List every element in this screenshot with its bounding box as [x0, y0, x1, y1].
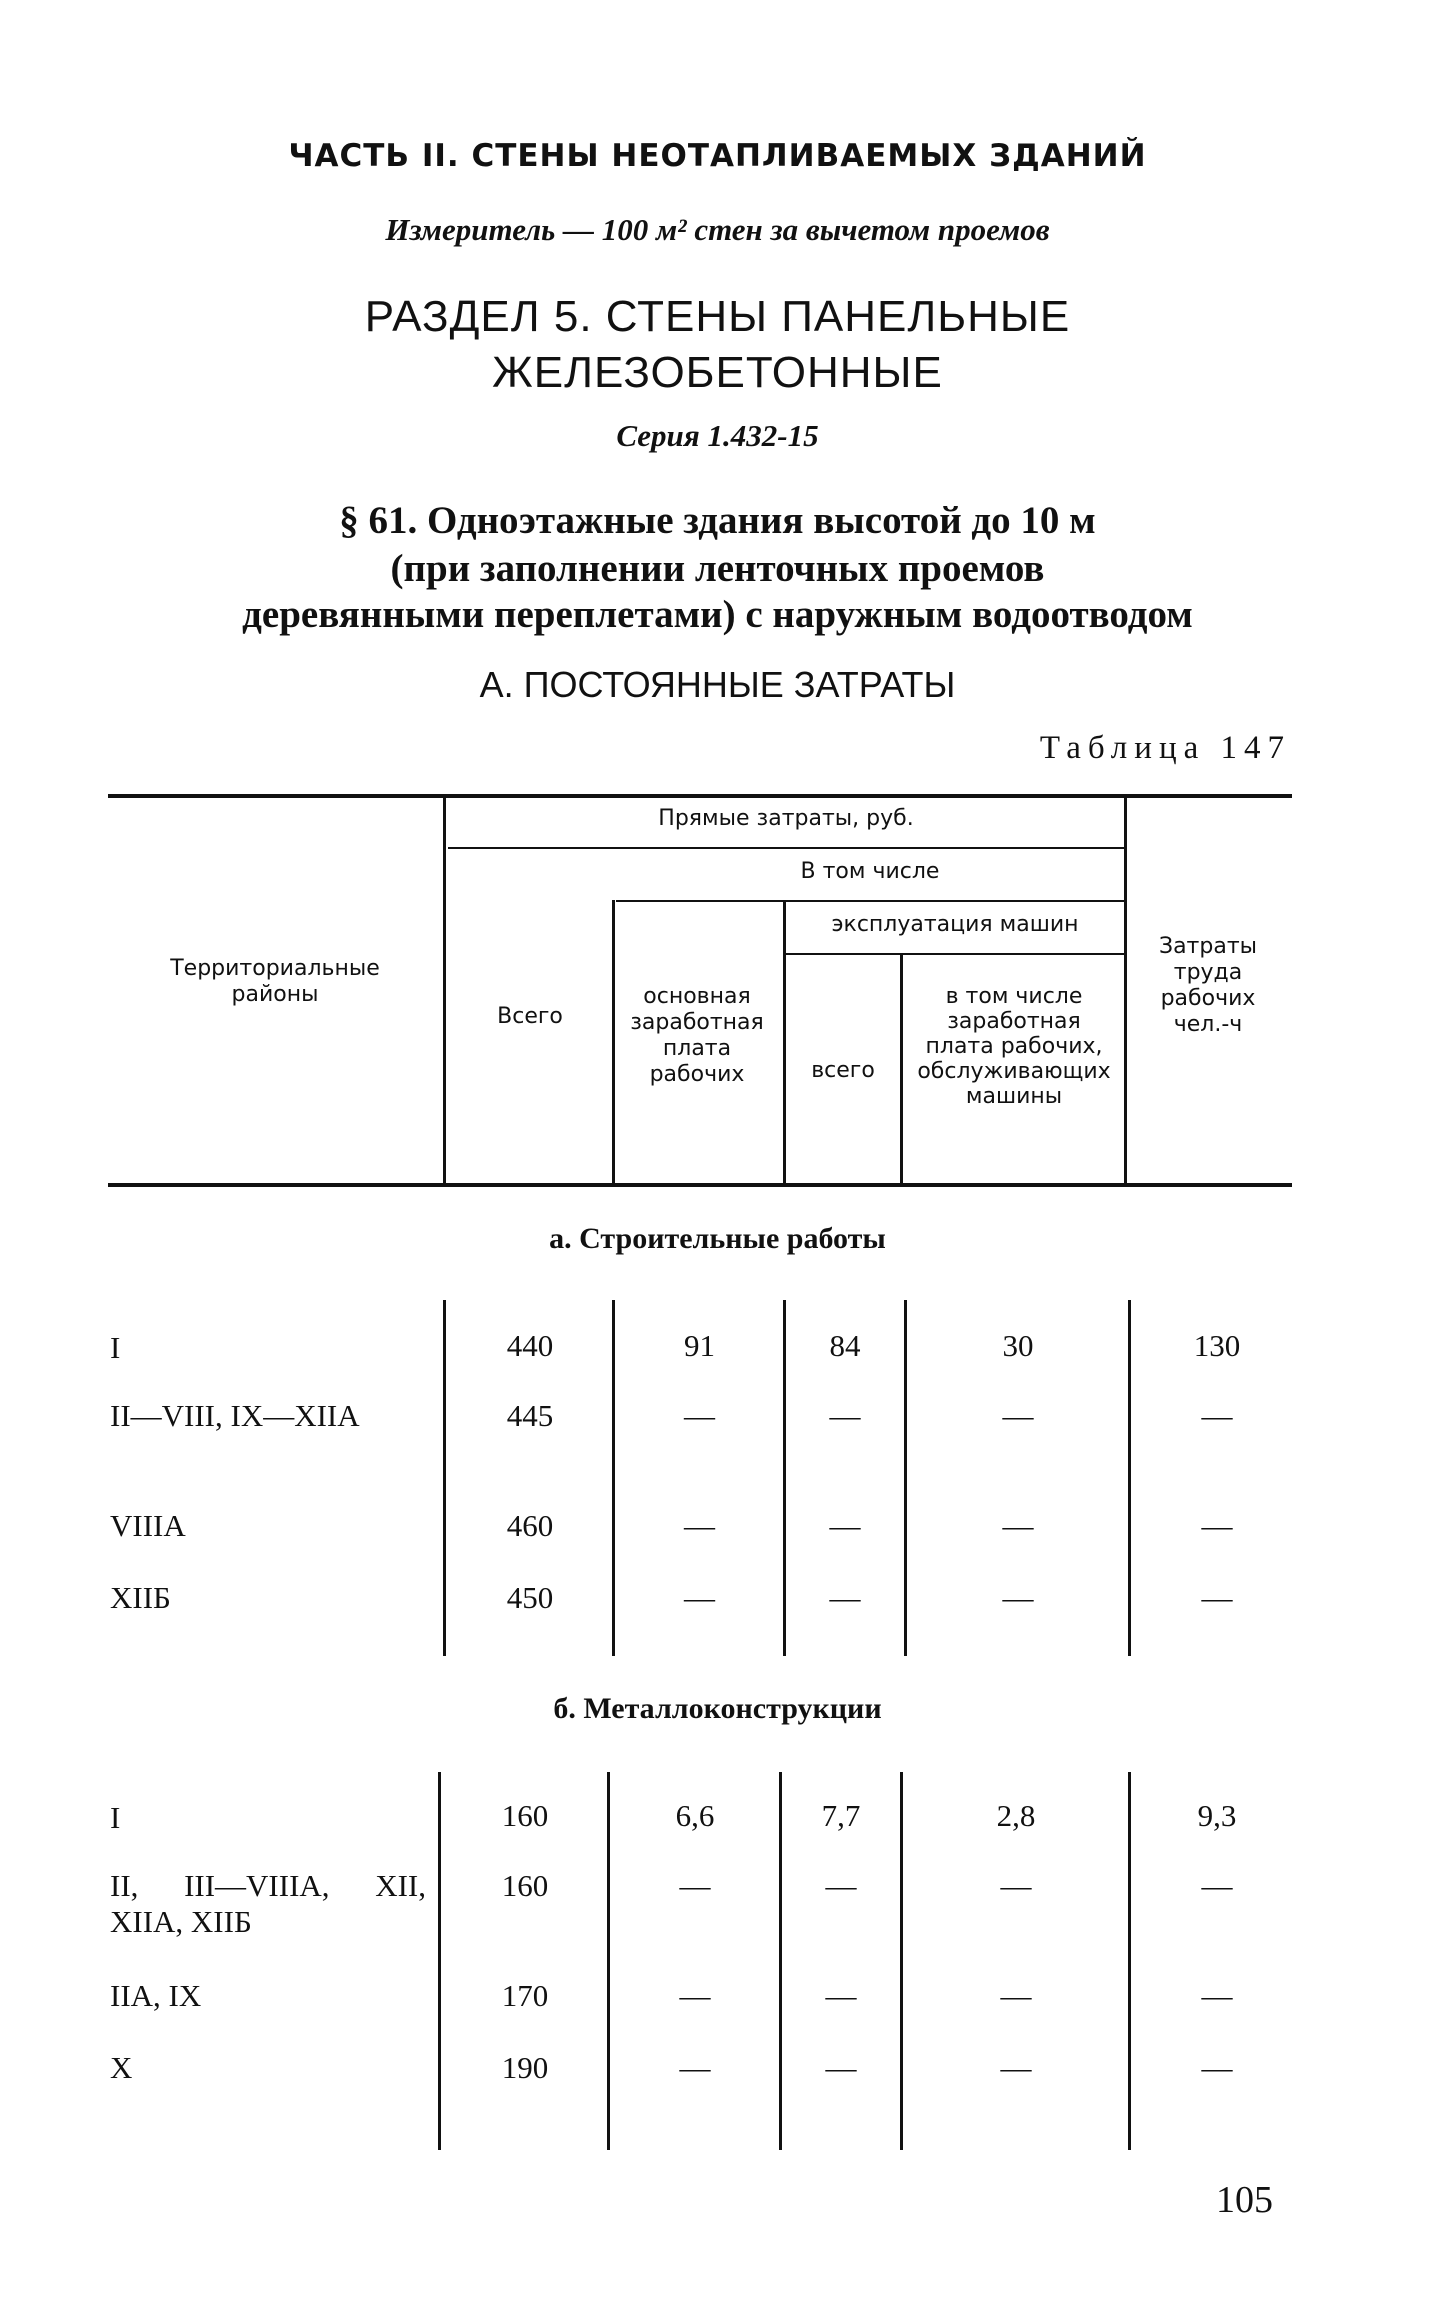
header-wages: основная заработная плата рабочих — [630, 984, 764, 1087]
body-divider-b2 — [607, 1772, 610, 2150]
table-label: Таблица 147 — [1039, 730, 1291, 766]
section-title-line2: ЖЕЛЕЗОБЕТОННЫЕ — [492, 348, 943, 397]
section-title-line1: РАЗДЕЛ 5. СТЕНЫ ПАНЕЛЬНЫЕ — [364, 292, 1071, 341]
row-machines: 84 — [829, 1328, 861, 1363]
row-region: XIIБ — [110, 1580, 171, 1615]
row-labor: — — [1201, 1508, 1233, 1543]
header-divider-3 — [783, 900, 786, 1183]
row-machines: — — [829, 1398, 861, 1433]
subsection-title: А. ПОСТОЯННЫЕ ЗАТРАТЫ — [479, 664, 956, 705]
row-total: 460 — [506, 1508, 554, 1543]
row-total: 445 — [506, 1398, 554, 1433]
header-including: В том числе — [800, 859, 940, 884]
row-total: 190 — [501, 2050, 549, 2085]
row-total: 170 — [501, 1978, 549, 2013]
row-machine-wages: — — [1000, 2050, 1032, 2085]
part-title: ЧАСТЬ II. СТЕНЫ НЕОТАПЛИВАЕМЫХ ЗДАНИЙ — [288, 138, 1147, 174]
header-labor: Затраты труда рабочих чел.-ч — [1158, 934, 1258, 1037]
row-machines: 7,7 — [821, 1798, 861, 1833]
body-divider-b1 — [438, 1772, 441, 2150]
row-machines: — — [825, 1868, 857, 1903]
row-total: 450 — [506, 1580, 554, 1615]
header-divider-4 — [900, 955, 903, 1183]
row-region: II, III—VIIIA, XII, XIIA, XIIБ — [110, 1868, 426, 1939]
series-label: Серия 1.432-15 — [616, 418, 819, 453]
row-labor: — — [1201, 1580, 1233, 1615]
row-machine-wages: — — [1002, 1508, 1034, 1543]
header-machines-wages: в том числе заработная плата рабочих, обслуживающих машины — [917, 984, 1111, 1109]
row-region: I — [110, 1330, 121, 1365]
header-divider-5 — [1124, 798, 1127, 1183]
row-machine-wages: — — [1002, 1580, 1034, 1615]
paragraph-title-line3: деревянными переплетами) с наружным водоотводом — [242, 593, 1193, 636]
row-labor: — — [1201, 1868, 1233, 1903]
row-wages: — — [684, 1398, 715, 1433]
body-divider-a1 — [443, 1300, 446, 1656]
row-machines: — — [825, 2050, 857, 2085]
group-title-metal: б. Металлоконструкции — [553, 1692, 882, 1725]
row-total: 160 — [501, 1798, 549, 1833]
row-wages: 91 — [684, 1328, 715, 1363]
header-machines-total: всего — [811, 1058, 875, 1083]
row-machines: — — [829, 1580, 861, 1615]
row-region: I — [110, 1800, 121, 1835]
row-total: 440 — [506, 1328, 554, 1363]
row-machine-wages: — — [1000, 1978, 1032, 2013]
row-machines: — — [829, 1508, 861, 1543]
row-machine-wages: — — [1002, 1398, 1034, 1433]
measure-unit: Измеритель — 100 м² стен за вычетом проемов — [385, 212, 1050, 247]
row-machine-wages: 30 — [1002, 1328, 1034, 1363]
row-region: VIIIA — [110, 1508, 186, 1543]
row-labor: — — [1201, 1398, 1233, 1433]
row-wages: — — [679, 2050, 711, 2085]
row-wages: — — [684, 1580, 715, 1615]
header-regions: Территориальные районы — [170, 956, 380, 1007]
row-labor: 9,3 — [1197, 1798, 1237, 1833]
header-divider-2 — [612, 900, 615, 1183]
paragraph-title-line2: (при заполнении ленточных проемов — [390, 547, 1045, 590]
machines-rule — [786, 953, 1124, 955]
row-labor: 130 — [1193, 1328, 1241, 1363]
row-wages: — — [679, 1978, 711, 2013]
paragraph-title-line1: § 61. Одноэтажные здания высотой до 10 м — [339, 499, 1096, 542]
row-region: IIA, IX — [110, 1978, 202, 2013]
table-header-bottom-rule — [108, 1183, 1292, 1187]
header-divider-1 — [443, 798, 446, 1183]
row-wages: — — [684, 1508, 715, 1543]
row-wages: 6,6 — [675, 1798, 715, 1833]
row-wages: — — [679, 1868, 711, 1903]
row-region: II—VIII, IX—XIIA — [110, 1398, 360, 1433]
row-region: X — [110, 2050, 133, 2085]
row-total: 160 — [501, 1868, 549, 1903]
table-top-rule — [108, 794, 1292, 798]
body-divider-a5 — [1128, 1300, 1131, 1656]
row-machines: — — [825, 1978, 857, 2013]
header-machines: эксплуатация машин — [831, 912, 1079, 937]
page-number: 105 — [1216, 2179, 1273, 2221]
row-machine-wages: 2,8 — [996, 1798, 1036, 1833]
body-divider-b5 — [1128, 1772, 1131, 2150]
body-divider-b4 — [900, 1772, 903, 2150]
body-divider-a4 — [904, 1300, 907, 1656]
including-rule — [616, 900, 1124, 902]
body-divider-a2 — [612, 1300, 615, 1656]
row-labor: — — [1201, 1978, 1233, 2013]
header-direct-costs: Прямые затраты, руб. — [658, 806, 914, 831]
row-labor: — — [1201, 2050, 1233, 2085]
group-title-construction: а. Строительные работы — [549, 1222, 886, 1255]
header-total: Всего — [497, 1004, 563, 1029]
direct-costs-rule — [448, 847, 1124, 849]
row-machine-wages: — — [1000, 1868, 1032, 1903]
